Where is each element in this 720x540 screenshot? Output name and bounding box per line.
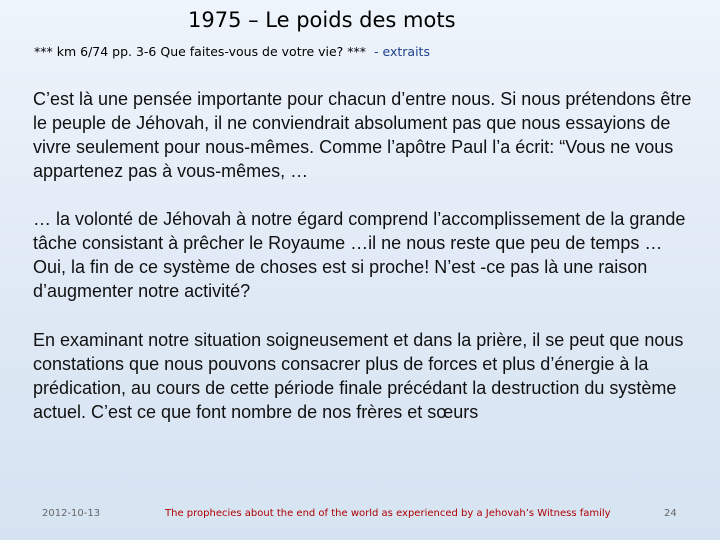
paragraph-3: En examinant notre situation soigneusement et dans la prière, il se peut que nous constations que nous pouvons consacrer plus de forces et plus d’énergie à la prédication, au cours de cette période finale précédant la destruction du système actuel. C’est ce que font nombre de nos frères et sœurs: [33, 330, 684, 422]
slide-subtitle: [34, 44, 430, 59]
slide-title: 1975 – Le poids des mots: [188, 8, 456, 32]
subtitle-reference: *** km 6/74 pp. 3-6 Que faites-vous de votre vie? ***: [34, 44, 367, 59]
paragraph-2: … la volonté de Jéhovah à notre égard comprend l’accomplissement de la grande tâche consistant à prêcher le Royaume …il ne nous reste que peu de temps … Oui, la fin de ce système de choses est si proche! N’est -ce pas là une raison d’augmenter notre activité?: [33, 209, 686, 301]
footer-date: 2012-10-13: [42, 508, 101, 519]
paragraph-1: C’est là une pensée importante pour chacun d’entre nous. Si nous prétendons être le peuple de Jéhovah, il ne conviendrait absolument pas que nous essayions de vivre seulement pour nous-mêmes. Comme l’apôtre Paul l’a écrit: “Vous ne vous appartenez pas à vous-mêmes, …: [33, 89, 692, 181]
subtitle-extraits: - extraits: [374, 44, 430, 59]
footer-page-number: 24: [664, 508, 677, 519]
footer-source: The prophecies about the end of the world as experienced by a Jehovah’s Witness family: [165, 508, 611, 519]
